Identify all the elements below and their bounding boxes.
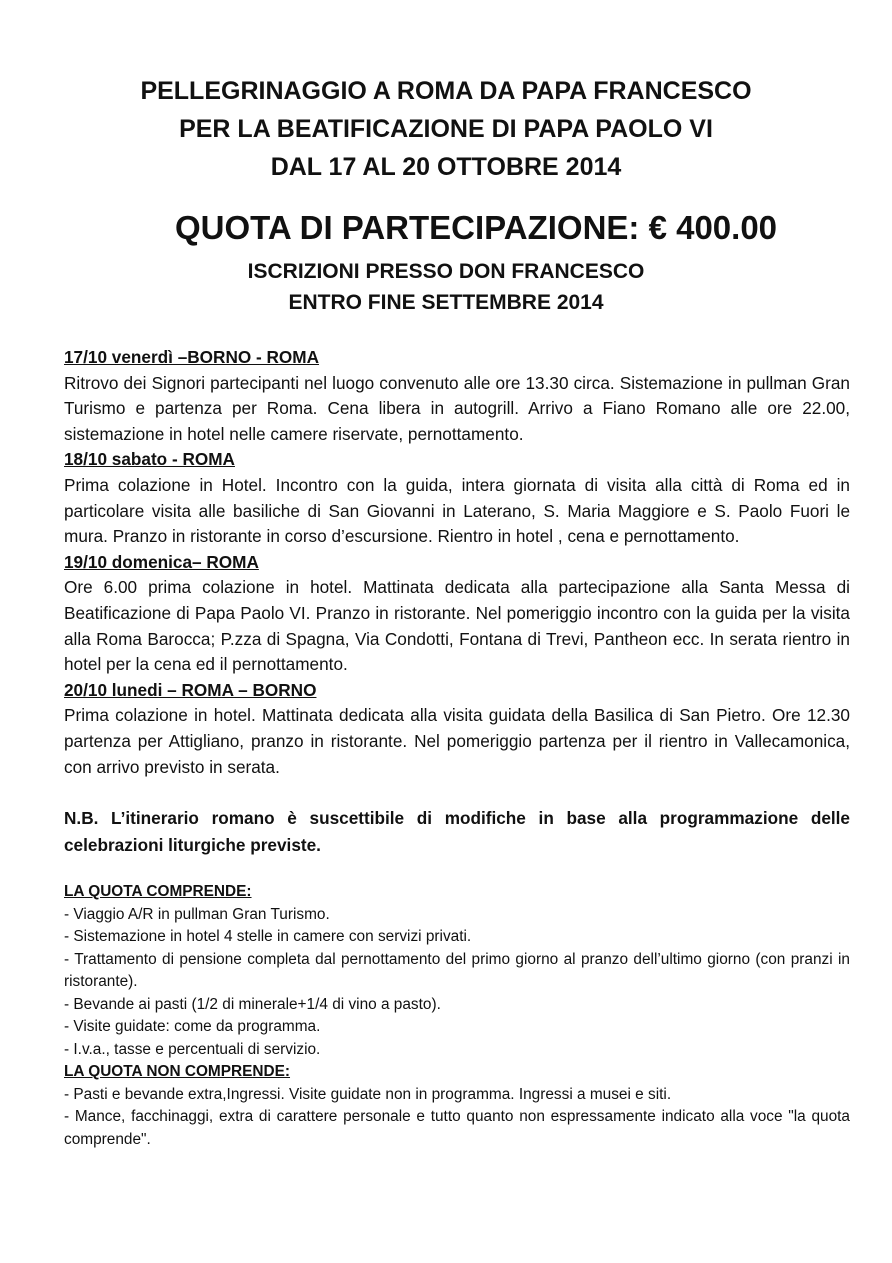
title-line-2: PER LA BEATIFICAZIONE DI PAPA PAOLO VI: [179, 115, 713, 143]
price-heading: QUOTA DI PARTECIPAZIONE: € 400.00: [174, 209, 778, 246]
deadline-line: ENTRO FINE SETTEMBRE 2014: [288, 291, 604, 314]
nota-bene: N.B. L’itinerario romano è suscettibile di modifiche in base alla programmazione delle celebrazioni liturgiche previste.: [64, 808, 850, 856]
list-item: - Sistemazione in hotel 4 stelle in camere con servizi privati.: [64, 928, 472, 946]
excludes-heading: LA QUOTA NON COMPRENDE:: [64, 1063, 291, 1081]
includes-section: [64, 881, 850, 1061]
list-item: - I.v.a., tasse e percentuali di servizio.: [64, 1040, 321, 1058]
title-line-3: DAL 17 AL 20 OTTOBRE 2014: [270, 153, 622, 181]
list-item: - Viaggio A/R in pullman Gran Turismo.: [64, 905, 330, 923]
day-1: [64, 345, 850, 447]
registration-line: ISCRIZIONI PRESSO DON FRANCESCO: [247, 260, 645, 283]
day-description: Ritrovo dei Signori partecipanti nel luogo convenuto alle ore 13.30 circa. Sistemazione in pullman Gran Turismo e partenza per Roma. Cena libera in autogrill. Arrivo a Fiano Romano alle ore 22.00, sistemazione in hotel nelle camere riservate, pernottamento.: [64, 372, 850, 444]
day-4: [64, 678, 850, 780]
day-heading: 17/10 venerdì –BORNO - ROMA: [64, 347, 320, 367]
day-heading: 18/10 sabato - ROMA: [64, 449, 235, 470]
includes-heading: LA QUOTA COMPRENDE:: [64, 883, 252, 901]
day-2: [64, 447, 850, 549]
list-item: - Bevande ai pasti (1/2 di minerale+1/4 di vino a pasto).: [64, 995, 441, 1013]
list-item: - Pasti e bevande extra,Ingressi. Visite guidate non in programma. Ingressi a musei e siti.: [64, 1085, 672, 1103]
document-title: [0, 72, 892, 186]
day-heading: 20/10 lunedi – ROMA – BORNO: [64, 679, 317, 700]
itinerary: [64, 345, 850, 1151]
excludes-section: [64, 1061, 850, 1151]
day-description: Ore 6.00 prima colazione in hotel. Mattinata dedicata alla partecipazione alla Santa Messa di Beatificazione di Papa Paolo VI. Pranzo in ristorante. Nel pomeriggio incontro con la guida per la visita alla Roma Barocca; P.zza di Spagna, Via Condotti, Fontana di Trevi, Pantheon ecc. In serata rientro in hotel per la cena ed il pernottamento.: [64, 577, 850, 675]
list-item: - Trattamento di pensione completa dal pernottamento del primo giorno al pranzo dell’ultimo giorno (con pranzi in ristorante).: [64, 950, 850, 991]
list-item: - Visite guidate: come da programma.: [64, 1018, 321, 1036]
list-item: - Mance, facchinaggi, extra di carattere personale e tutto quanto non espressamente indicato alla voce "la quota comprende".: [64, 1108, 850, 1148]
day-3: [64, 550, 850, 678]
day-heading: 19/10 domenica– ROMA: [64, 551, 259, 572]
day-description: Prima colazione in hotel. Mattinata dedicata alla visita guidata della Basilica di San Pietro. Ore 12.30 partenza per Attigliano, pranzo in ristorante. Nel pomeriggio partenza per il rientro in Vallecamonica, con arrivo previsto in serata.: [64, 705, 850, 777]
registration-info: [0, 256, 892, 318]
day-description: Prima colazione in Hotel. Incontro con la guida, intera giornata di visita alla città di Roma ed in particolare visita alle basiliche di San Giovanni in Laterano, S. Maria Maggiore e S. Paolo Fuori le mura. Pranzo in ristorante in corso d’escursione. Rientro in hotel , cena e pernottamento.: [64, 474, 850, 547]
title-line-1: PELLEGRINAGGIO A ROMA DA PAPA FRANCESCO: [140, 77, 752, 105]
